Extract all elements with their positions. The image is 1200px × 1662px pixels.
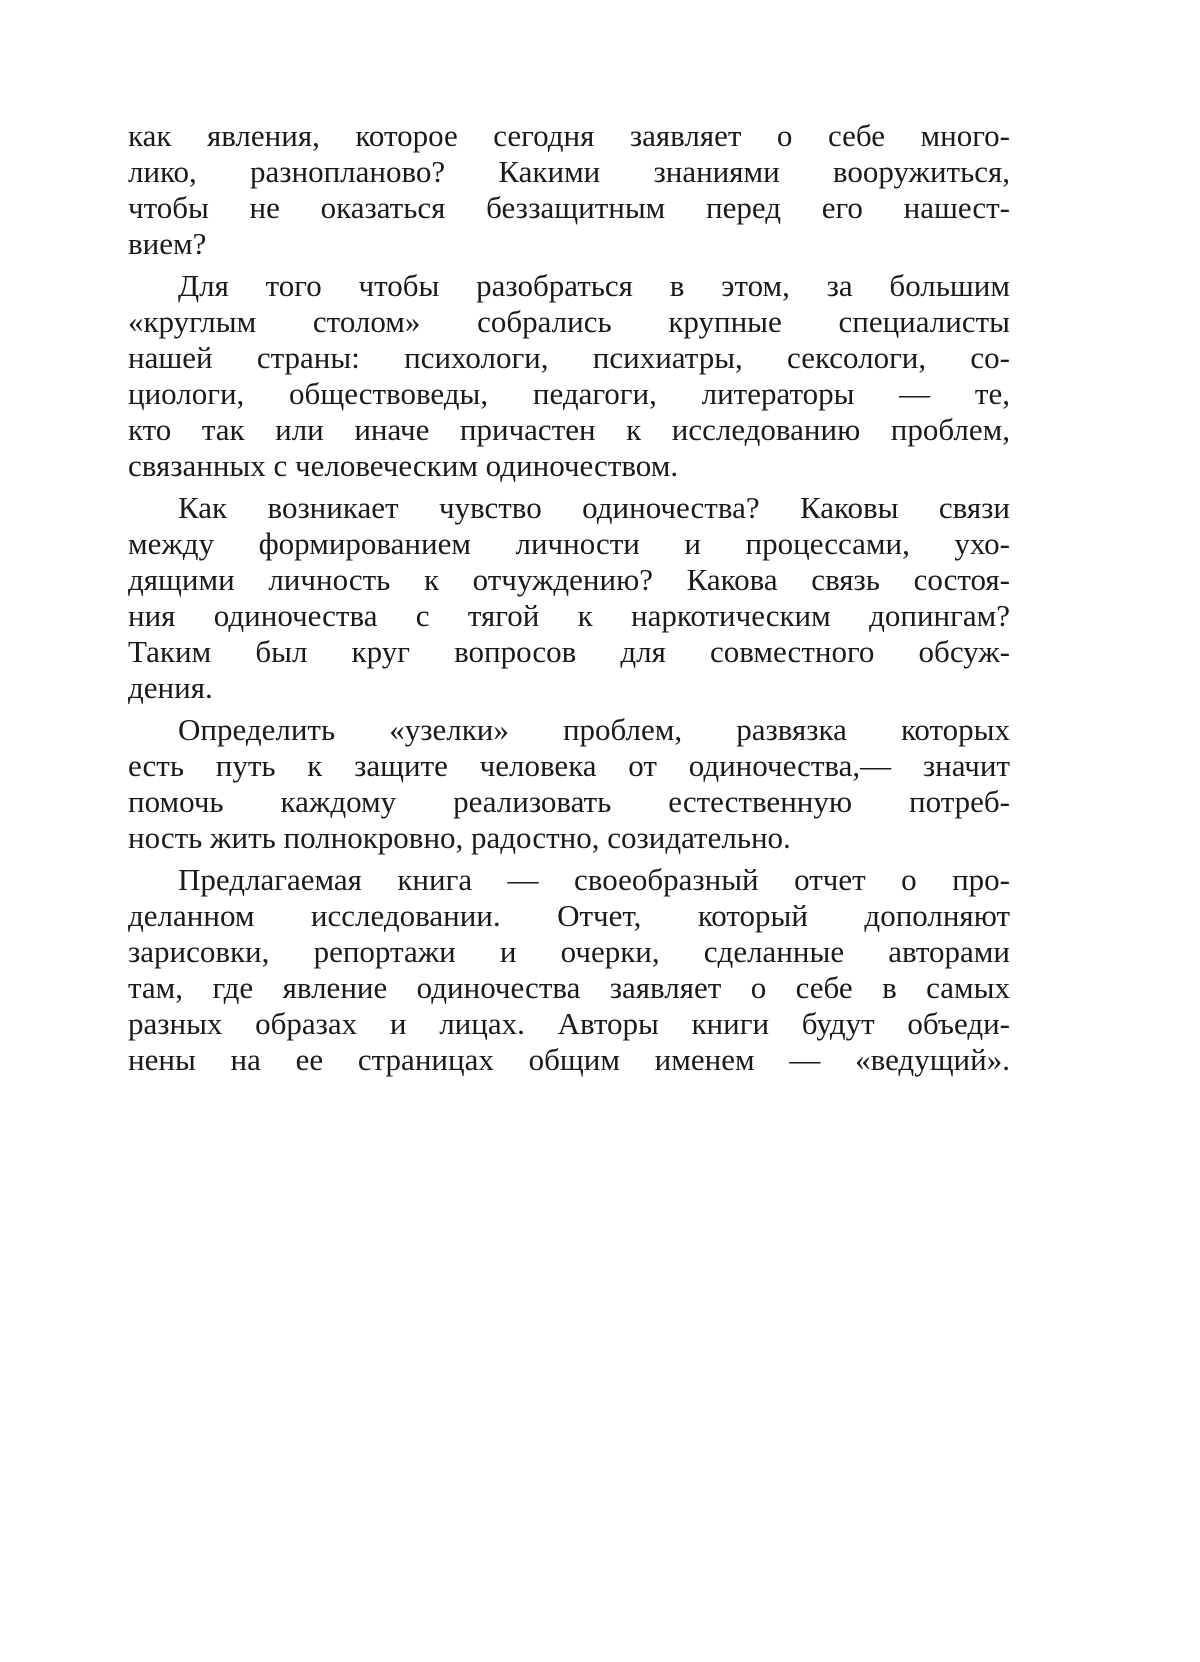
paragraph-4 [128,712,1010,856]
text-line: как явления, которое сегодня заявляет о себе много- [128,118,1010,153]
text-line: нены на ее страницах общим именем — «ведущий». [128,1042,1010,1077]
text-line: Предлагаемая книга — своеобразный отчет о про- [178,862,1010,897]
body-text [128,118,1010,1084]
paragraph-1 [128,118,1010,262]
text-line: Как возникает чувство одиночества? Каковы связи [178,490,1010,525]
text-line: дящими личность к отчуждению? Какова связь состоя- [128,562,1010,597]
text-line: циологи, обществоведы, педагоги, литераторы — те, [128,376,1010,411]
text-line: связанных с человеческим одиночеством. [128,448,679,483]
text-line: вием? [128,226,207,261]
text-line: Таким был круг вопросов для совместного обсуж- [128,634,1010,669]
text-line: есть путь к защите человека от одиночества,— значит [128,748,1010,783]
text-line: между формированием личности и процессами, ухо- [128,526,1010,561]
text-line: Для того чтобы разобраться в этом, за большим [178,268,1010,303]
text-line: деланном исследовании. Отчет, который дополняют [128,898,1010,933]
paragraph-2 [128,268,1010,484]
text-line: кто так или иначе причастен к исследованию проблем, [128,412,1010,447]
text-line: помочь каждому реализовать естественную потреб- [128,784,1010,819]
paragraph-3 [128,490,1010,706]
text-line: «круглым столом» собрались крупные специалисты [128,304,1010,339]
paragraph-5 [128,862,1010,1078]
text-line: лико, разнопланово? Какими знаниями вооружиться, [128,154,1010,189]
text-line: ния одиночества с тягой к наркотическим допингам? [128,598,1010,633]
text-line: там, где явление одиночества заявляет о себе в самых [128,970,1010,1005]
text-line: дения. [128,670,213,705]
text-line: Определить «узелки» проблем, развязка которых [178,712,1010,747]
text-line: разных образах и лицах. Авторы книги будут объеди- [128,1006,1010,1041]
text-line: ность жить полнокровно, радостно, созидательно. [128,820,791,855]
text-line: зарисовки, репортажи и очерки, сделанные авторами [128,934,1010,969]
text-line: чтобы не оказаться беззащитным перед его нашест- [128,190,1010,225]
text-line: нашей страны: психологи, психиатры, сексологи, со- [128,340,1010,375]
